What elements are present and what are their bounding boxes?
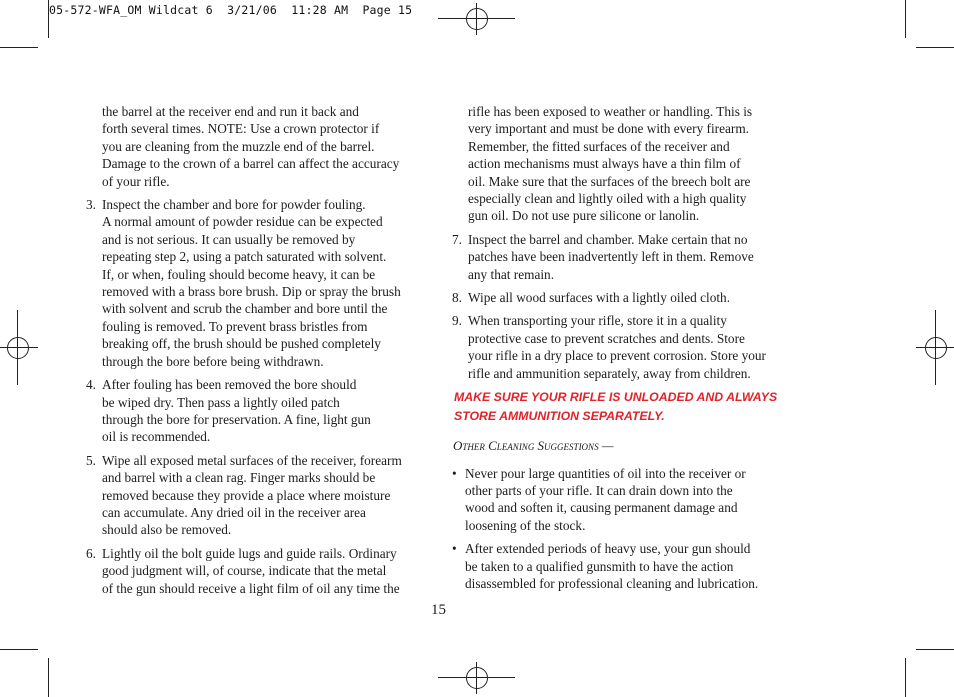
crop-mark [916, 649, 954, 650]
crop-mark [905, 0, 906, 38]
left-column [86, 103, 431, 603]
bullet-item: • After extended periods of heavy use, your gun should be taken to a qualified gunsmith to have the action disassembled for professional cleaning and lubrication. [452, 541, 759, 591]
step-number: 7. [452, 231, 462, 247]
step-6: 6. Lightly oil the bolt guide lugs and guide rails. Ordinary good judgment will, of course, indicate that the metal of the gun should receive a light film of oil any time the [86, 545, 400, 596]
page-number: 15 [431, 602, 446, 618]
safety-warning: MAKE SURE YOUR RIFLE IS UNLOADED AND ALWAYS STORE AMMUNITION SEPARATELY. [454, 390, 778, 424]
crop-mark [905, 658, 906, 697]
step-number: 9. [452, 313, 462, 329]
step-7: 7. Inspect the barrel and chamber. Make certain that no patches have been inadvertently left in them. Remove any that remain. [452, 231, 754, 282]
step-5: 5. Wipe all exposed metal surfaces of the receiver, forearm and barrel with a clean rag. Finger marks should be removed because they provide a place where moisture can accumulate. Any dried oil in the receiver area should also be removed. [86, 452, 402, 538]
step-number: 4. [86, 377, 96, 393]
bullet-symbol: • [452, 541, 457, 557]
step-3: 3. Inspect the chamber and bore for powder fouling. A normal amount of powder residue can be expected and is not serious. It can usually be removed by repeating step 2, using a patch saturated with solvent. If, or when, fouling should become heavy, it can be removed with a brass bore brush. Dip or spray the brush with solvent and scrub the chamber and bore until the fouling is removed. To prevent brass bristles from breaking off, the brush should be pushed completely through the bore before being withdrawn. [86, 197, 401, 369]
bullet-item: • Never pour large quantities of oil into the receiver or other parts of your rifle. It can drain down into the wood and soften it, causing permanent damage and loosening of the stock. [452, 465, 746, 533]
crop-mark [0, 47, 38, 48]
crop-mark [48, 0, 49, 38]
crop-mark [916, 47, 954, 48]
right-column [452, 103, 794, 598]
crop-mark [48, 658, 49, 697]
step-number: 6. [86, 545, 96, 561]
step-4: 4. After fouling has been removed the bore should be wiped dry. Then pass a lightly oiled patch through the bore for preservation. A fine, light gun oil is recommended. [86, 377, 371, 445]
continued-paragraph: the barrel at the receiver end and run it back and forth several times. NOTE: Use a crown protector if you are cleaning from the muzzle end of the barrel. Damage to the crown of a barrel can affect the accuracy of your rifle. [102, 104, 400, 189]
step-number: 5. [86, 452, 96, 468]
crop-mark [0, 649, 38, 650]
bullet-symbol: • [452, 465, 457, 481]
printer-slug: 05-572-WFA_OM Wildcat 6 3/21/06 11:28 AM Page 15 [49, 3, 413, 17]
step-number: 3. [86, 197, 96, 213]
step-number: 8. [452, 290, 462, 306]
step-8: 8. Wipe all wood surfaces with a lightly oiled cloth. [452, 290, 731, 306]
step-9: 9. When transporting your rifle, store it in a quality protective case to prevent scratches and dents. Store your rifle in a dry place to prevent corrosion. Store your rifle and ammunition separately, away from children. [452, 313, 766, 381]
section-subheading: Other Cleaning Suggestions — [453, 438, 614, 454]
continued-paragraph: rifle has been exposed to weather or handling. This is very important and must be done with every firearm. Remember, the fitted surfaces of the receiver and action mechanisms must always have a thin film of oil. Make sure that the surfaces of the breech bolt are especially clean and lightly oiled with a high quality gun oil. Do not use pure silicone or lanolin. [468, 104, 753, 224]
